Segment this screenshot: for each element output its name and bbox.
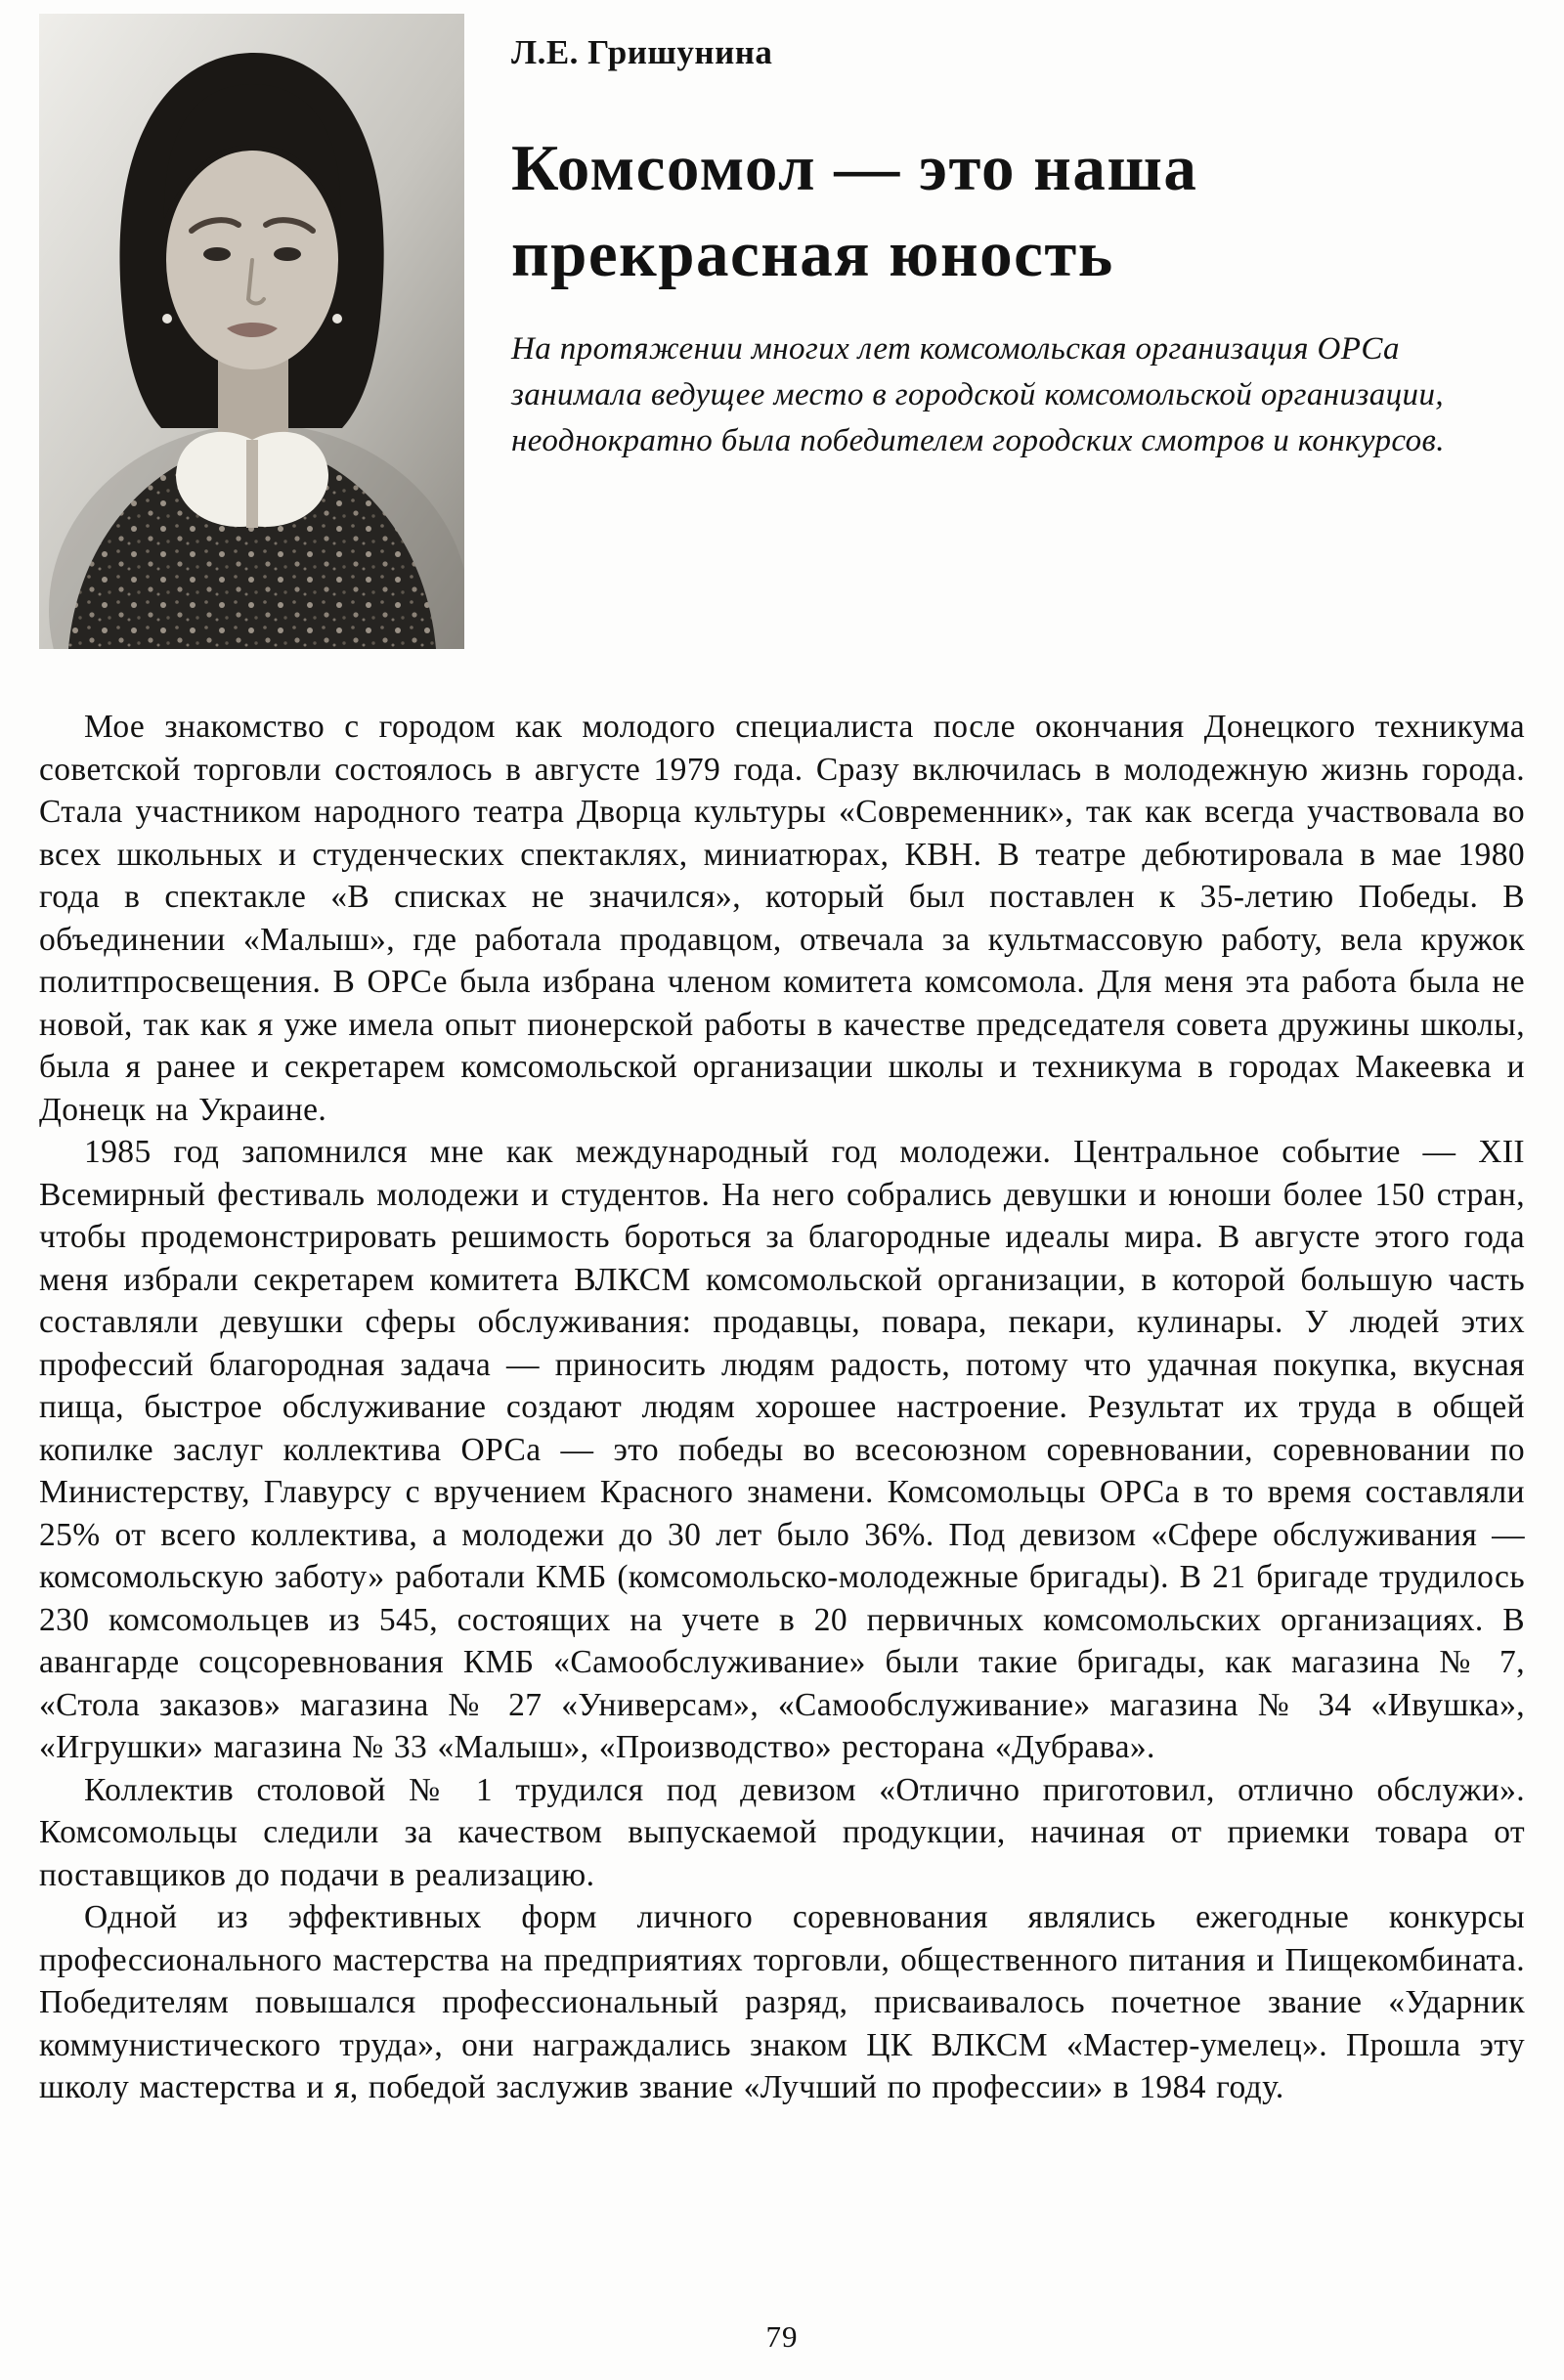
- body-paragraph-4: Одной из эффективных форм личного соревнования являлись ежегодные конкурсы профессионального мастерства на предприятиях торговли, общественного питания и Пищекомбината. Победителям повышался профессиональный разряд, присваивалось почетное звание «Ударник коммунистического труда», они награждались знаком ЦК ВЛКСМ «Мастер-умелец». Прошла эту школу мастерства и я, победой заслужив звание «Лучший по профессии» в 1984 году.: [39, 1899, 1525, 2105]
- author-name: Л.Е. Гришунина: [511, 33, 773, 71]
- woman-portrait-image: [39, 14, 464, 649]
- header-text-block: [511, 14, 1525, 464]
- article-header: [0, 0, 1564, 649]
- title-line-1: Комсомол — это наша: [511, 132, 1198, 204]
- body-paragraph-3: Коллектив столовой № 1 трудился под девизом «Отлично приготовил, отлично обслужи». Комсомольцы следили за качеством выпускаемой продукции, начиная от приемки товара от поставщиков до подачи в реализацию.: [39, 1771, 1525, 1893]
- article-body: [0, 706, 1564, 2109]
- article-title: [511, 125, 1525, 297]
- body-paragraph-2: 1985 год запомнился мне как международный год молодежи. Центральное событие — XII Всемирный фестиваль молодежи и студентов. На него собрались девушки и юноши более 150 стран, чтобы продемонстрировать решимость бороться за благородные идеалы мира. В августе этого года меня избрали секретарем комитета ВЛКСМ комсомольской организации, в которой большую часть составляли девушки сферы обслуживания: продавцы, повара, пекари, кулинары. У людей этих профессий благородная задача — приносить людям радость, потому что удачная покупка, вкусная пища, быстрое обслуживание создают людям хорошее настроение. Результат их труда в общей копилке заслуг коллектива ОРСа — это победы во всесоюзном соревновании, соревновании по Министерству, Главурсу с вручением Красного знамени. Комсомольцы ОРСа в то время составляли 25% от всего коллектива, а молодежи до 30 лет было 36%. Под девизом «Сфере обслуживания — комсомольскую заботу» работали КМБ (комсомольско-молодежные бригады). В 21 бригаде трудилось 230 комсомольцев из 545, состоящих на учете в 20 первичных комсомольских организациях. В авангарде соцсоревнования КМБ «Самообслуживание» были такие бригады, как магазина № 7, «Стола заказов» магазина № 27 «Универсам», «Самообслуживание» магазина № 34 «Ивушка», «Игрушки» магазина № 33 «Малыш», «Производство» ресторана «Дубрава».: [39, 1134, 1525, 1765]
- title-line-2: прекрасная юность: [511, 218, 1114, 290]
- body-paragraph-1: Мое знакомство с городом как молодого специалиста после окончания Донецкого техникума советской торговли состоялось в августе 1979 года. Сразу включилась в молодежную жизнь города. Стала участником народного театра Дворца культуры «Современник», так как всегда участвовала во всех школьных и студенческих спектаклях, миниатюрах, КВН. В театре дебютировала в мае 1980 года в спектакле «В списках не значился», который был поставлен к 35-летию Победы. В объединении «Малыш», где работала продавцом, отвечала за культмассовую работу, вела кружок политпросвещения. В ОРСе была избрана членом комитета комсомола. Для меня эта работа была не новой, так как я уже имела опыт пионерской работы в качестве председателя совета дружины школы, была я ранее и секретарем комсомольской организации школы и техникума в городах Макеевка и Донецк на Украине.: [39, 709, 1525, 1128]
- lead-paragraph: На протяжении многих лет комсомольская организация ОРСа занимала ведущее место в городской комсомольской организации, неоднократно была победителем городских смотров и конкурсов.: [511, 331, 1445, 458]
- page-number: 79: [765, 2319, 799, 2354]
- portrait-photo: [39, 14, 464, 649]
